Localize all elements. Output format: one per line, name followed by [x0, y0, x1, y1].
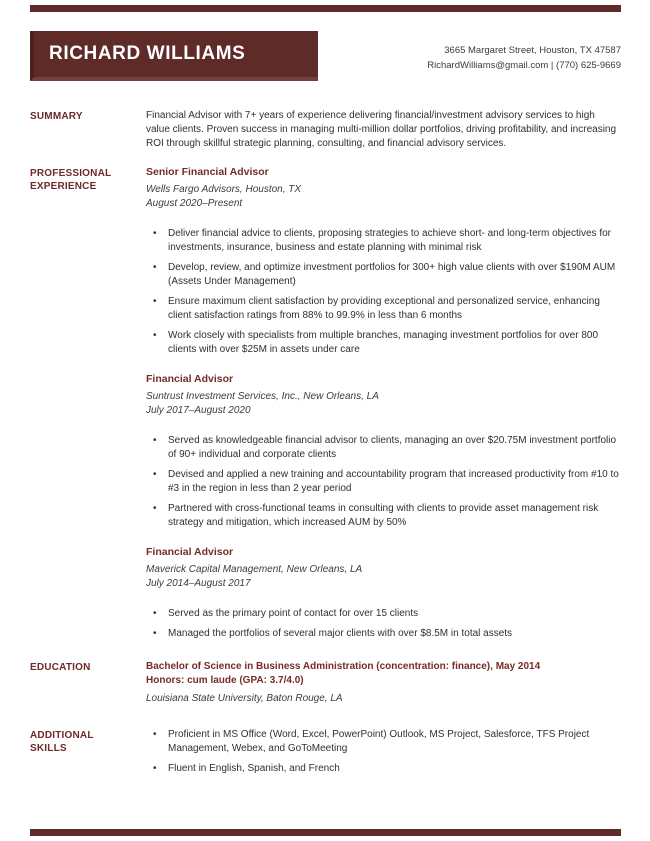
degree-title: Bachelor of Science in Business Administration (concentration: finance), May 2014	[146, 661, 541, 673]
education-section	[30, 660, 621, 706]
job-bullet: • Partnered with cross-functional teams in consulting with clients to provide asset management risk strategy and mitigation, which increased AUM by 50%	[146, 502, 621, 530]
job-entry	[146, 166, 621, 357]
job-bullet: • Served as knowledgeable financial advisor to clients, managing an over $20.75M investment portfolio of 90+ individual and corporate clients	[146, 434, 621, 462]
contact-info	[427, 43, 621, 73]
job-dates: August 2020–Present	[146, 198, 243, 210]
bottom-border-bar	[30, 829, 621, 836]
skill-item: • Proficient in MS Office (Word, Excel, PowerPoint) Outlook, MS Project, Salesforce, TFS Project Management, Webex, and GoToMeeting	[146, 728, 621, 756]
job-dates: July 2017–August 2020	[146, 405, 251, 417]
contact-address: 3665 Margaret Street, Houston, TX 47587	[444, 45, 621, 56]
job-company: Wells Fargo Advisors, Houston, TX	[146, 184, 302, 196]
job-entry	[146, 373, 621, 530]
job-bullet-list	[146, 227, 621, 357]
job-bullet: • Ensure maximum client satisfaction by providing exceptional and personalized service, enhancing client satisfaction ratings from 88% to 99.9% in less than 6 months	[146, 295, 621, 323]
section-label-experience: PROFESSIONAL EXPERIENCE	[30, 168, 112, 193]
job-dates: July 2014–August 2017	[146, 578, 251, 590]
section-label-summary: SUMMARY	[30, 111, 83, 122]
school-name: Louisiana State University, Baton Rouge, LA	[146, 693, 343, 705]
section-label-education: EDUCATION	[30, 662, 91, 674]
job-bullet: • Managed the portfolios of several major clients with over $8.5M in total assets	[146, 627, 621, 641]
skills-section	[30, 728, 621, 776]
job-bullet: • Devised and applied a new training and accountability program that increased productivity from #10 to #3 in the region in less than 2 year period	[146, 468, 621, 496]
job-bullet-list	[146, 607, 621, 641]
section-label-skills: ADDITIONAL SKILLS	[30, 730, 94, 755]
experience-section	[30, 166, 621, 641]
job-title: Financial Advisor	[146, 546, 234, 559]
name-banner	[30, 31, 318, 81]
job-company: Maverick Capital Management, New Orleans, LA	[146, 564, 363, 576]
job-title: Financial Advisor	[146, 373, 234, 386]
job-entry	[146, 546, 621, 641]
candidate-name: RICHARD WILLIAMS	[49, 43, 246, 64]
summary-text: Financial Advisor with 7+ years of experience delivering financial/investment advisory services to high value clients. Proven success in managing multi-million dollar portfolios, driving profitability, and increasing ROI through skillful strategic planning, consulting, and financial advisory services.	[146, 110, 617, 149]
resume-content	[30, 109, 621, 776]
skills-list	[146, 728, 621, 776]
job-bullet: • Deliver financial advice to clients, proposing strategies to achieve short- and long-term objectives for investments, insurance, business and estate planning with minimal risk	[146, 227, 621, 255]
job-bullet: • Served as the primary point of contact for over 15 clients	[146, 607, 621, 621]
skill-item: • Fluent in English, Spanish, and French	[146, 762, 621, 776]
summary-section	[30, 109, 621, 150]
job-bullet-list	[146, 434, 621, 530]
job-title: Senior Financial Advisor	[146, 166, 269, 179]
job-bullet: • Develop, review, and optimize investment portfolios for 300+ high value clients with over $190M AUM (Assets Under Management)	[146, 261, 621, 289]
job-bullet: • Work closely with specialists from multiple branches, managing investment portfolios for over 800 clients with over $25M in assets under care	[146, 329, 621, 357]
degree-honors: Honors: cum laude (GPA: 3.7/4.0)	[146, 674, 304, 686]
job-company: Suntrust Investment Services, Inc., New Orleans, LA	[146, 391, 379, 403]
contact-email-phone: RichardWilliams@gmail.com | (770) 625-9669	[427, 60, 621, 71]
top-border-bar	[30, 5, 621, 12]
